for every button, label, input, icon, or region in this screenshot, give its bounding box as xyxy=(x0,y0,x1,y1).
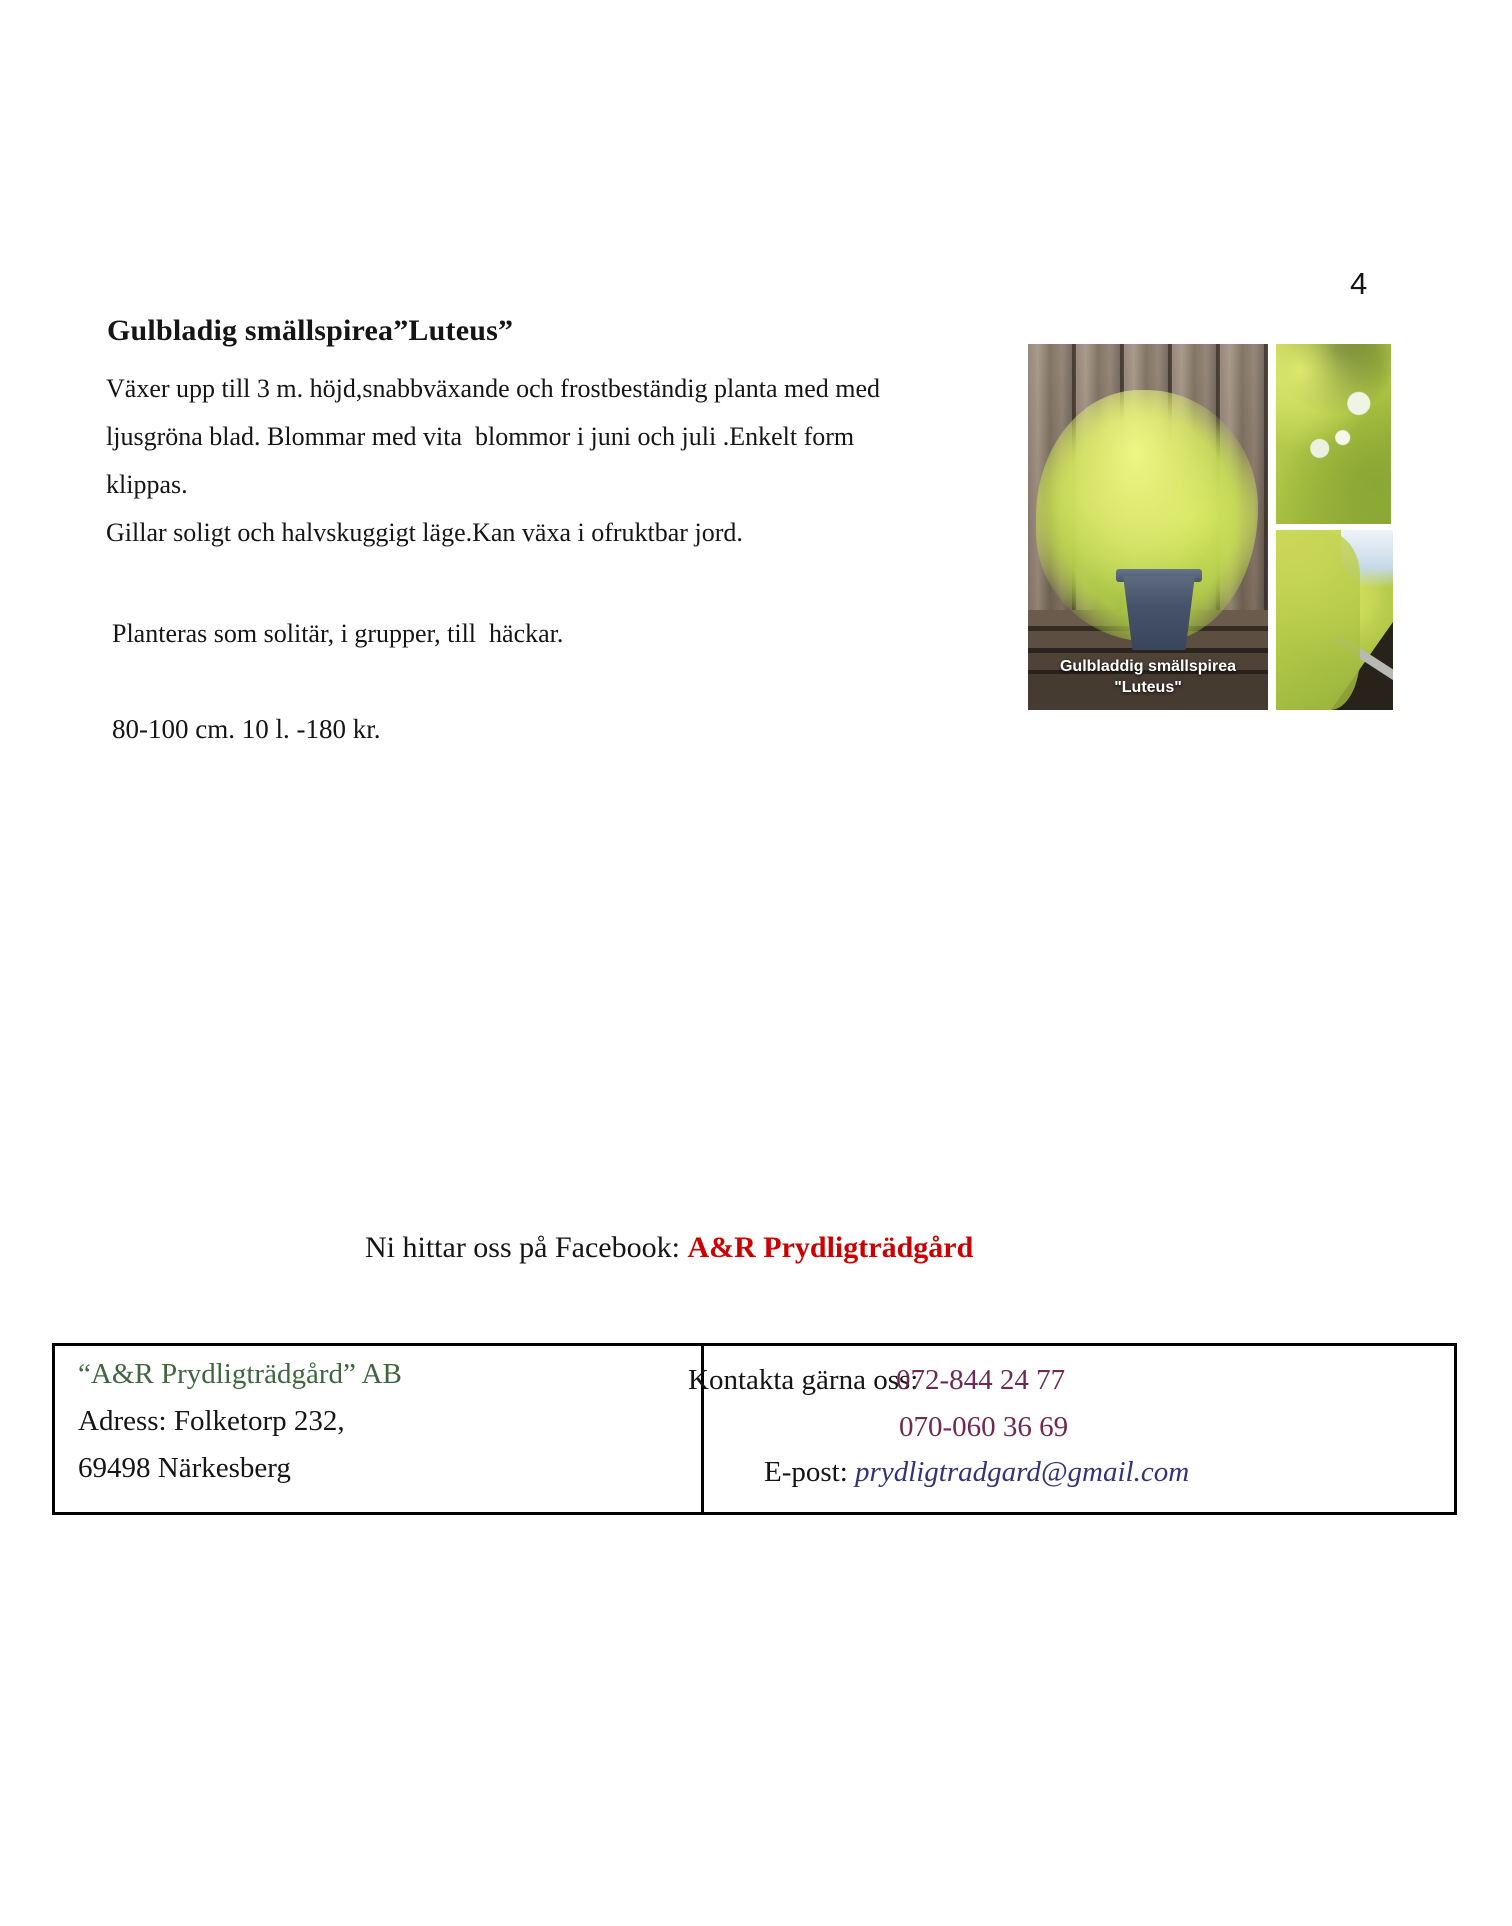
price-line: 80-100 cm. 10 l. -180 kr. xyxy=(112,714,381,744)
footer-contact-box xyxy=(52,1343,1457,1515)
email-line xyxy=(764,1454,1189,1490)
plant-description-line: klippas. xyxy=(106,470,188,499)
small-photo-flowers xyxy=(1276,344,1391,524)
email-address[interactable]: prydligtradgard@gmail.com xyxy=(855,1456,1190,1488)
small-photo-hedge xyxy=(1276,530,1393,710)
facebook-page-name: A&R Prydligträdgård xyxy=(687,1231,974,1264)
plant-description-line: Växer upp till 3 m. höjd,snabbväxande och frostbeständig planta med med xyxy=(106,374,881,403)
plant-description-line: Gillar soligt och halvskuggigt läge.Kan växa i ofruktbar jord. xyxy=(106,518,743,547)
planting-note: Planteras som solitär, i grupper, till häckar. xyxy=(112,619,564,648)
contact-label: Kontakta gärna oss: xyxy=(688,1364,919,1396)
phone-number-2: 070-060 36 69 xyxy=(899,1411,1069,1443)
large-plant-photo xyxy=(1028,344,1268,710)
facebook-note xyxy=(365,1231,973,1265)
plant-description-line: ljusgröna blad. Blommar med vita blommor i juni och juli .Enkelt form xyxy=(106,422,855,451)
photo-caption xyxy=(1028,656,1268,698)
phone-number-1: 072-844 24 77 xyxy=(896,1364,1066,1396)
photo-caption-line: Gulbladdig smällspirea xyxy=(1059,658,1237,675)
page-number: 4 xyxy=(1350,266,1368,301)
address-line-2: 69498 Närkesberg xyxy=(78,1452,291,1484)
photo-caption-line: "Luteus" xyxy=(1114,679,1182,696)
company-name: “A&R Prydligträdgård” AB xyxy=(78,1358,402,1390)
plant-heading: Gulbladig smällspirea”Luteus” xyxy=(107,314,514,347)
facebook-note-prefix: Ni hittar oss på Facebook: xyxy=(365,1231,688,1264)
plant-pot-graphic xyxy=(1120,576,1198,650)
hedge-foliage-graphic xyxy=(1276,530,1360,710)
address-line-1: Adress: Folketorp 232, xyxy=(78,1405,345,1437)
email-label: E-post: xyxy=(764,1456,856,1488)
